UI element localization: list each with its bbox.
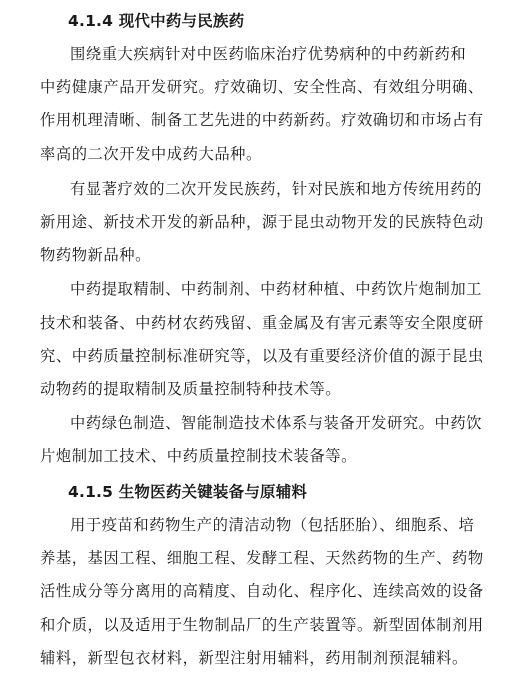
- paragraph-line: 中药绿色制造、智能制造技术体系与装备开发研究。中药饮: [70, 414, 483, 432]
- paragraph-line: 用于疫苗和药物生产的清洁动物（包括胚胎）、细胞系、培: [70, 516, 475, 534]
- paragraph-line: 片炮制加工技术、中药质量控制技术装备等。: [40, 447, 357, 465]
- paragraph-line: 技术和装备、中药材农药残留、重金属及有害元素等安全限度研: [40, 314, 484, 332]
- paragraph-line: 率高的二次开发中成药大品种。: [40, 145, 262, 163]
- paragraph-line: 中药提取精制、中药制剂、中药材种植、中药饮片炮制加工: [70, 280, 483, 298]
- paragraph-line: 中药健康产品开发研究。疗效确切、安全性高、有效组分明确、: [40, 78, 484, 96]
- paragraph-line: 物药物新品种。: [40, 246, 151, 264]
- paragraph-line: 围绕重大疾病针对中医药临床治疗优势病种的中药新药和: [70, 45, 467, 63]
- paragraph-line: 和介质，以及适用于生物制品厂的生产装置等。新型固体制剂用: [40, 616, 484, 634]
- paragraph-line: 养基，基因工程、细胞工程、发酵工程、天然药物的生产、药物: [40, 549, 484, 567]
- paragraph-line: 活性成分等分离用的高精度、自动化、程序化、连续高效的设备: [40, 582, 484, 600]
- section-heading: 4.1.5 生物医药关键装备与原辅料: [68, 483, 308, 501]
- paragraph-line: 作用机理清晰、制备工艺先进的中药新药。疗效确切和市场占有: [40, 111, 484, 129]
- paragraph-line: 辅料，新型包衣材料，新型注射用辅料，药用制剂预混辅料。: [40, 649, 468, 667]
- paragraph-line: 动物药的提取精制及质量控制特种技术等。: [40, 380, 342, 398]
- paragraph-line: 新用途、新技术开发的新品种，源于昆虫动物开发的民族特色动: [40, 213, 484, 231]
- paragraph-line: 有显著疗效的二次开发民族药，针对民族和地方传统用药的: [70, 180, 483, 198]
- paragraph-line: 究、中药质量控制标准研究等，以及有重要经济价值的源于昆虫: [40, 347, 484, 365]
- section-heading: 4.1.4 现代中药与民族药: [68, 12, 245, 30]
